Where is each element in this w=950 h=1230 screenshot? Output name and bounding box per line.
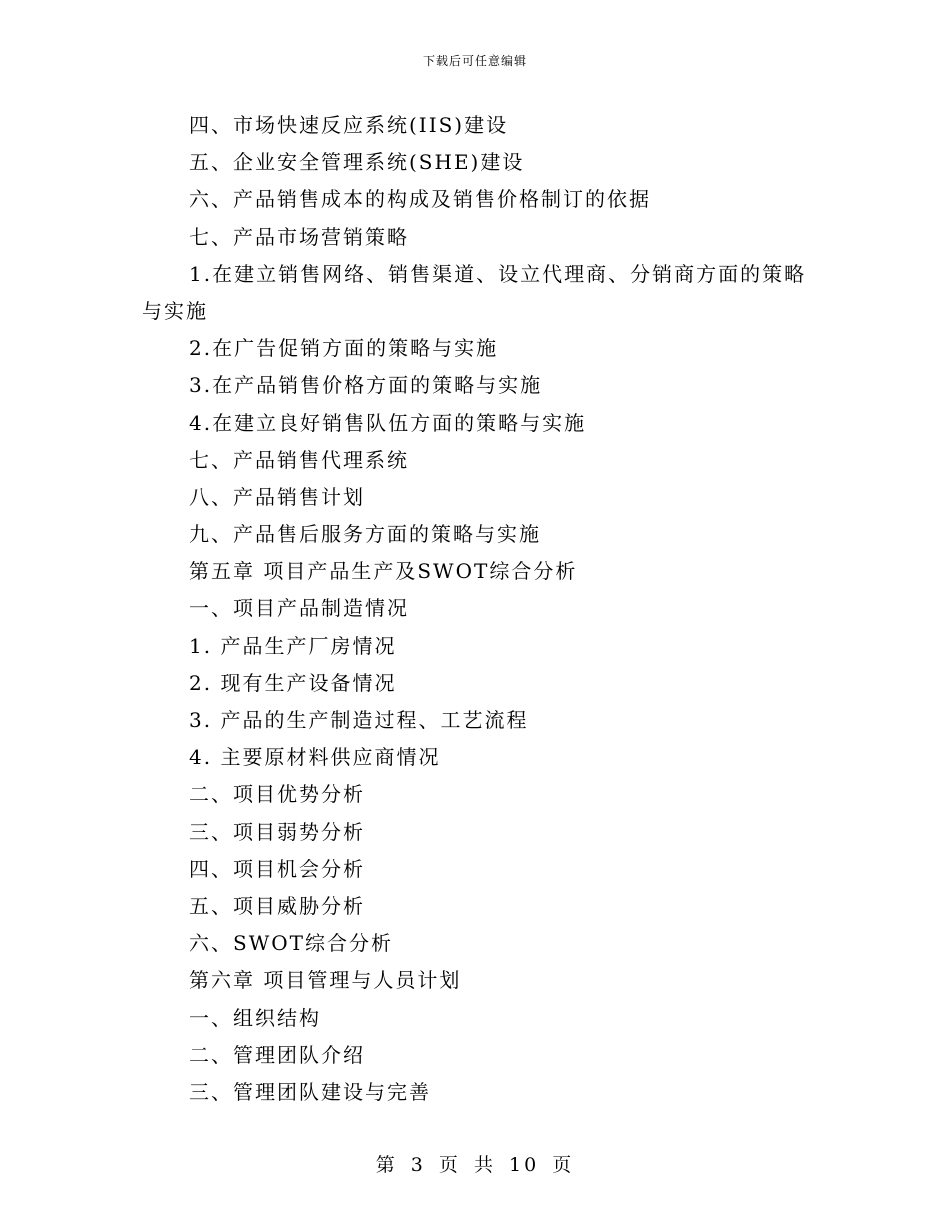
toc-line: 一、项目产品制造情况 xyxy=(189,596,409,621)
toc-line: 二、管理团队介绍 xyxy=(189,1042,365,1067)
toc-line: 八、产品销售计划 xyxy=(189,484,365,509)
toc-line: 三、项目弱势分析 xyxy=(189,819,365,844)
toc-line: 六、产品销售成本的构成及销售价格制订的依据 xyxy=(189,187,651,212)
toc-line: 4. 主要原材料供应商情况 xyxy=(189,745,441,770)
toc-line: 2.在广告促销方面的策略与实施 xyxy=(189,336,499,361)
toc-line: 七、产品市场营销策略 xyxy=(189,224,409,249)
toc-line: 四、市场快速反应系统(IIS)建设 xyxy=(189,113,509,137)
toc-line: 四、项目机会分析 xyxy=(189,856,365,881)
toc-line: 2. 现有生产设备情况 xyxy=(189,670,397,695)
toc-line: 九、产品售后服务方面的策略与实施 xyxy=(189,522,541,547)
toc-line: 五、企业安全管理系统(SHE)建设 xyxy=(189,150,525,175)
toc-line: 3.在产品销售价格方面的策略与实施 xyxy=(189,373,543,398)
toc-line: 六、SWOT综合分析 xyxy=(189,931,393,956)
toc-line: 二、项目优势分析 xyxy=(189,782,365,807)
toc-line: 3. 产品的生产制造过程、工艺流程 xyxy=(189,708,529,732)
document-body xyxy=(142,107,822,1111)
toc-line: 4.在建立良好销售队伍方面的策略与实施 xyxy=(189,410,587,435)
toc-line-continuation: 与实施 xyxy=(142,298,208,323)
toc-line: 1. 产品生产厂房情况 xyxy=(189,633,397,658)
chapter-heading: 第五章 项目产品生产及SWOT综合分析 xyxy=(189,559,578,584)
chapter-heading: 第六章 项目管理与人员计划 xyxy=(189,968,462,993)
toc-line: 三、管理团队建设与完善 xyxy=(189,1079,431,1104)
toc-line: 七、产品销售代理系统 xyxy=(189,447,409,472)
toc-line: 一、组织结构 xyxy=(189,1005,321,1030)
toc-line: 五、项目威胁分析 xyxy=(189,893,365,918)
page-number-footer: 第 3 页 共 10 页 xyxy=(375,1154,575,1176)
toc-line: 1.在建立销售网络、销售渠道、设立代理商、分销商方面的策略 xyxy=(189,261,807,286)
header-note: 下载后可任意编辑 xyxy=(422,54,527,68)
